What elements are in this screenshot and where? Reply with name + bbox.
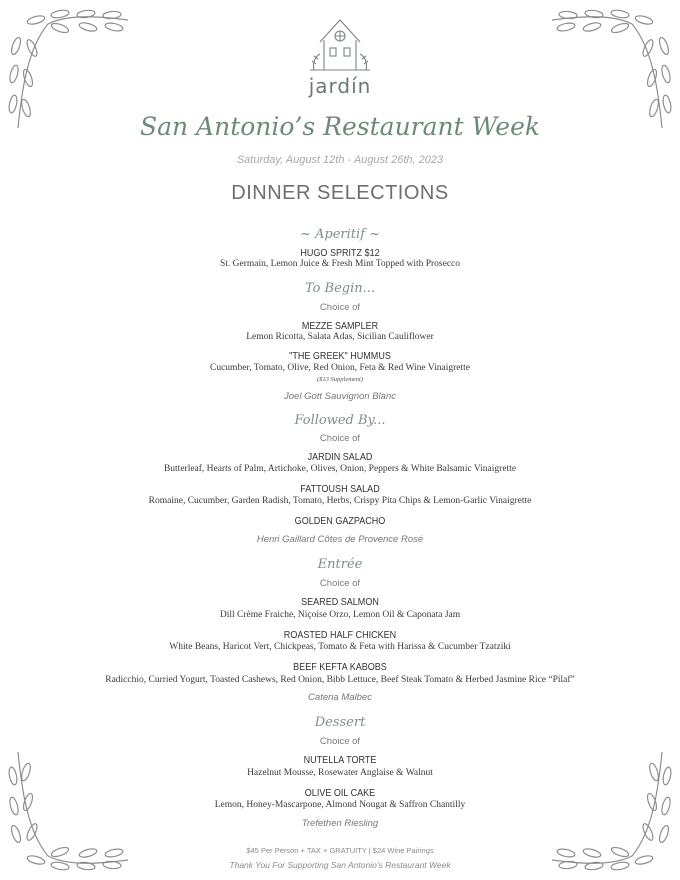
dish-description: White Beans, Haricot Vert, Chickpeas, Tomato & Feta with Harissa & Cucumber Tzatziki — [169, 642, 511, 652]
supplement-note: ($13 Supplement) — [316, 376, 364, 383]
menu-heading: DINNER SELECTIONS — [231, 182, 449, 204]
event-dates: Saturday, August 12th - August 26th, 2023 — [236, 154, 444, 166]
dish-description: Dill Crème Fraiche, Niçoise Orzo, Lemon Oil & Caponata Jam — [219, 610, 461, 620]
dish-description: Hazelnut Mousse, Rosewater Anglaise & Walnut — [247, 768, 433, 778]
dish-name: HUGO SPRITZ $12 — [300, 247, 380, 259]
dish-description: Lemon Ricotta, Salata Adas, Sicilian Cauliflower — [246, 332, 434, 342]
choice-label: Choice of — [319, 302, 361, 313]
wine-pairing: Trefethen Riesling — [301, 818, 379, 829]
dish-name: BEEF KEFTA KABOBS — [293, 661, 387, 673]
dish-description: Lemon, Honey-Mascarpone, Almond Nougat & Saffron Chantilly — [214, 800, 466, 810]
restaurant-name: jardín — [308, 74, 372, 98]
thank-you-footer: Thank You For Supporting San Antonio's Restaurant Week — [229, 860, 451, 870]
dish-name: NUTELLA TORTE — [303, 754, 377, 766]
dish-description: Butterleaf, Hearts of Palm, Artichoke, Olives, Onion, Peppers & White Balsamic Vinaigrette — [163, 464, 517, 474]
choice-label: Choice of — [319, 736, 361, 747]
section-title-aperitif: ~ Aperitif ~ — [299, 227, 381, 242]
section-title-followed-by: Followed By... — [294, 413, 386, 428]
dish-name: JARDIN SALAD — [307, 451, 373, 463]
wine-pairing: Joel Gott Sauvignon Blanc — [284, 391, 396, 402]
dish-description: Radicchio, Curried Yogurt, Toasted Cashews, Red Onion, Bibb Lettuce, Beef Steak Tomato & Herbed Jasmine Rice “Pilaf” — [105, 675, 575, 685]
pricing-footer: $45 Per Person + TAX + GRATUITY | $24 Wine Pairings — [246, 846, 434, 855]
house-logo-icon — [306, 14, 374, 74]
wine-pairing: Henri Gaillard Côtes de Provence Rosé — [256, 534, 424, 545]
wine-pairing: Catena Malbec — [308, 692, 372, 703]
section-title-dessert: Dessert — [314, 715, 366, 730]
dish-name: FATTOUSH SALAD — [300, 483, 380, 495]
choice-label: Choice of — [319, 433, 361, 444]
section-title-to-begin: To Begin... — [304, 281, 376, 296]
dish-name: GOLDEN GAZPACHO — [294, 515, 386, 527]
dish-name: "THE GREEK" HUMMUS — [289, 350, 391, 362]
dish-name: SEARED SALMON — [301, 596, 379, 608]
choice-label: Choice of — [319, 578, 361, 589]
event-title: San Antonio’s Restaurant Week — [139, 112, 541, 141]
dish-name: ROASTED HALF CHICKEN — [283, 629, 397, 641]
dish-description: St. Germain, Lemon Juice & Fresh Mint Topped with Prosecco — [219, 259, 461, 269]
dish-name: MEZZE SAMPLER — [301, 320, 379, 332]
dish-description: Romaine, Cucumber, Garden Radish, Tomato, Herbs, Crispy Pita Chips & Lemon-Garlic Vinaigrette — [148, 496, 532, 506]
dish-name: OLIVE OIL CAKE — [304, 787, 376, 799]
section-title-entree: Entrée — [317, 557, 363, 572]
dish-description: Cucumber, Tomato, Olive, Red Onion, Feta & Red Wine Vinaigrette — [210, 363, 470, 373]
